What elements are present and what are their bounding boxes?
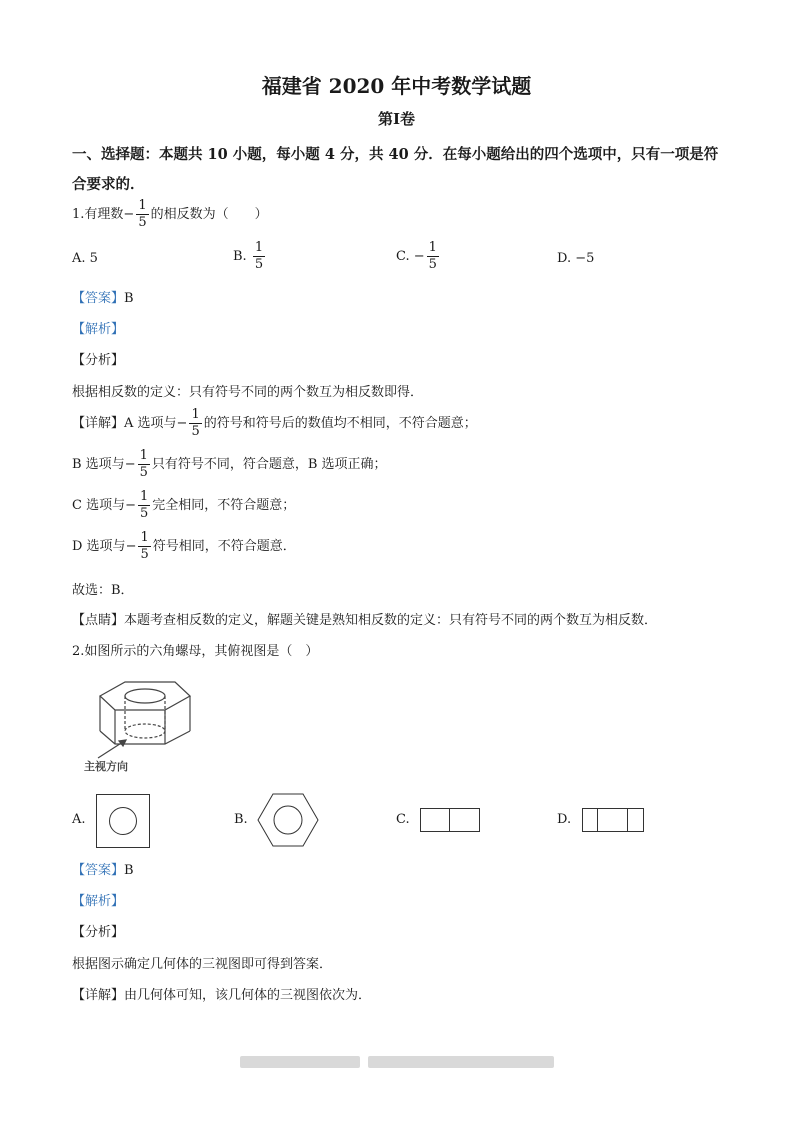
q2-option-c-label: C. xyxy=(396,812,410,827)
q1-sign: − xyxy=(123,207,135,222)
dianjing-text: 本题考查相反数的定义，解题关键是熟知相反数的定义：只有符号不同的两个数互为相反数． xyxy=(124,613,658,628)
q1-option-b xyxy=(233,240,267,273)
answer-tag: 【答案】 xyxy=(72,291,125,306)
page-title: 福建省 2020 年中考数学试题 xyxy=(261,74,532,98)
detail-post: 的符号和符号后的数值均不相同，不符合题意； xyxy=(203,416,477,431)
detail-pre: C 选项与 xyxy=(72,498,126,513)
fraction xyxy=(138,530,150,563)
q2-option-d-label: D. xyxy=(557,812,572,827)
sign: − xyxy=(125,498,136,513)
answer-value: B xyxy=(124,863,134,878)
answer-tag: 【答案】 xyxy=(72,863,125,878)
section-header: 一、选择题：本题共 10 小题，每小题 4 分，共 40 分．在每小题给出的四个选项中，只有一项是符合要求的． xyxy=(72,146,719,193)
footer-watermark-right xyxy=(368,1056,554,1068)
frac-den: 5 xyxy=(191,424,200,439)
sign: − xyxy=(124,457,136,472)
volume-label: 第Ⅰ卷 xyxy=(377,110,416,128)
q2-option-c-rect xyxy=(420,808,480,832)
q2-detail xyxy=(72,984,371,1003)
q2-fenxi-text: 根据图示确定几何体的三视图即可得到答案． xyxy=(72,957,333,972)
nut-top-face xyxy=(100,682,190,710)
q2-option-a-label: A. xyxy=(72,812,86,827)
footer-watermark-left xyxy=(240,1056,360,1068)
q1-dianjing xyxy=(72,609,657,628)
q2-stem: 2.如图所示的六角螺母，其俯视图是（ ） xyxy=(72,644,319,659)
hexagon-shape xyxy=(258,794,318,846)
opt-sign: − xyxy=(413,249,425,264)
opt-label: B. xyxy=(233,249,247,264)
detail-post: 符号相同，不符合题意． xyxy=(152,539,296,554)
q2-option-b-hexagon xyxy=(256,792,320,848)
frac-den: 5 xyxy=(139,465,148,480)
q2-option-a-circle xyxy=(109,807,137,835)
q1-stem-post: 的相反数为（ ） xyxy=(150,207,268,222)
frac-den: 5 xyxy=(428,257,437,272)
nut-hole-bottom xyxy=(125,724,165,738)
q2-answer xyxy=(72,859,134,878)
frac-num: 1 xyxy=(138,198,147,213)
q2-option-d-divider-left xyxy=(597,809,598,831)
frac-num: 1 xyxy=(140,530,149,545)
detail-post: 只有符号不同，符合题意，B 选项正确； xyxy=(151,457,387,472)
q1-fenxi-text: 根据相反数的定义：只有符号不同的两个数互为相反数即得． xyxy=(72,385,424,400)
frac-num: 1 xyxy=(140,489,149,504)
nut-hole-top xyxy=(125,689,165,703)
q1-stem xyxy=(72,198,268,231)
frac-den: 5 xyxy=(138,215,147,230)
q1-option-c xyxy=(396,240,441,273)
frac-den: 5 xyxy=(140,506,149,521)
q1-fenxi: 【分析】 xyxy=(72,353,125,368)
q1-detail-a xyxy=(72,407,477,440)
frac-den: 5 xyxy=(140,547,149,562)
detail-pre: A 选项与 xyxy=(124,416,177,431)
answer-value: B xyxy=(124,291,134,306)
detail-pre: B 选项与 xyxy=(72,457,125,472)
frac-num: 1 xyxy=(428,240,437,255)
q1-detail-b xyxy=(72,448,387,481)
detail-post: 完全相同，不符合题意； xyxy=(152,498,296,513)
q2-option-d-divider-right xyxy=(627,809,628,831)
frac-num: 1 xyxy=(191,407,200,422)
sign: − xyxy=(176,416,188,431)
q1-option-a: A. 5 xyxy=(72,251,98,266)
q1-choose: 故选：B． xyxy=(72,583,134,598)
q1-answer xyxy=(72,287,134,306)
frac-num: 1 xyxy=(139,448,148,463)
sign: − xyxy=(125,539,137,554)
q1-detail-d xyxy=(72,530,296,563)
detail-text: 由几何体可知，该几何体的三视图依次为． xyxy=(124,988,372,1003)
q1-option-c-fraction xyxy=(427,240,439,273)
figure-caption: 主视方向 xyxy=(84,760,128,773)
q2-option-a-square xyxy=(96,794,150,848)
q1-option-b-fraction xyxy=(253,240,265,273)
q1-stem-pre: 1.有理数 xyxy=(72,207,124,222)
q2-fenxi: 【分析】 xyxy=(72,925,125,940)
q2-option-d-rect xyxy=(582,808,644,832)
frac-den: 5 xyxy=(254,257,264,272)
fraction xyxy=(138,448,150,481)
q1-jiexi: 【解析】 xyxy=(72,322,125,337)
dianjing-tag: 【点睛】 xyxy=(72,613,125,628)
opt-label: C. xyxy=(396,249,410,264)
q2-jiexi: 【解析】 xyxy=(72,894,125,909)
detail-tag: 【详解】 xyxy=(72,988,125,1003)
q1-detail-c xyxy=(72,489,295,522)
q1-option-d: D. −5 xyxy=(557,251,595,266)
q1-fraction xyxy=(136,198,148,231)
fraction xyxy=(138,489,150,522)
frac-num: 1 xyxy=(254,240,264,255)
view-arrowhead xyxy=(119,740,126,746)
hexagon-circle xyxy=(274,806,302,834)
detail-tag: 【详解】 xyxy=(72,416,125,431)
q2-option-c-divider xyxy=(449,809,450,831)
fraction xyxy=(189,407,201,440)
detail-pre: D 选项与 xyxy=(72,539,126,554)
q2-option-b-label: B. xyxy=(234,812,248,827)
